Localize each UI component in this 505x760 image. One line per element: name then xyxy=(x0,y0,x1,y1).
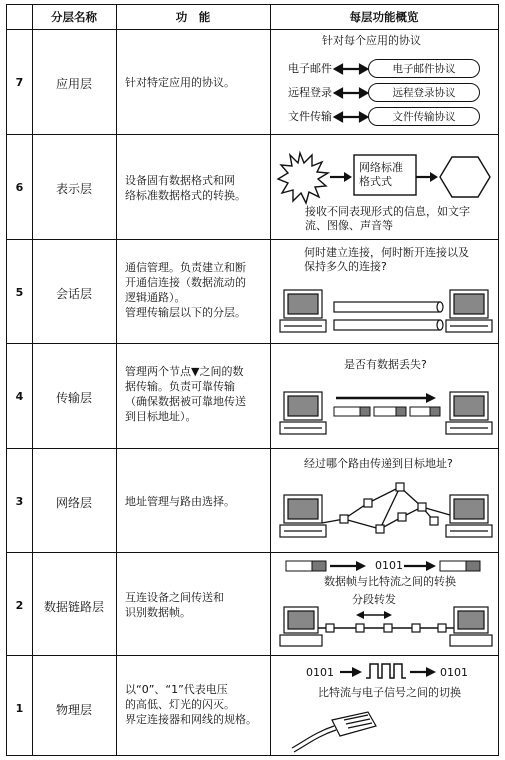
overview-session xyxy=(272,240,498,343)
app-label: 远程登录 xyxy=(288,86,332,99)
overview-title: 针对每个应用的协议 xyxy=(322,34,421,47)
overview-datalink xyxy=(272,553,498,655)
starburst-icon xyxy=(278,153,328,203)
overview-caption: 保持多久的连接? xyxy=(304,260,387,273)
connector-icon xyxy=(292,712,376,752)
header-layer-name: 分层名称 xyxy=(51,10,97,24)
layer-number: 3 xyxy=(15,495,24,508)
layer-name: 会话层 xyxy=(55,287,92,301)
overview-caption: 接收不同表现形式的信息，如文字 xyxy=(305,205,470,218)
protocol-pill: 电子邮件协议 xyxy=(368,59,480,78)
layer-number: 2 xyxy=(15,599,24,612)
double-arrows xyxy=(272,30,498,135)
table-row-application xyxy=(7,30,498,135)
layer-function: 地址管理与路由选择。 xyxy=(125,495,235,508)
overview-caption: 比特流与电子信号之间的切换 xyxy=(318,686,461,699)
computer-icon xyxy=(280,495,326,537)
table-row-physical xyxy=(7,656,498,755)
computer-icon xyxy=(446,392,492,434)
bit-stream-label: 0101 xyxy=(440,666,468,679)
osi-table xyxy=(6,4,499,756)
bit-stream-label: 0101 xyxy=(375,559,403,572)
table-header xyxy=(7,5,498,30)
computer-icon xyxy=(280,607,322,646)
table-row-datalink xyxy=(7,553,498,656)
table-row-network xyxy=(7,449,498,553)
overview-transport xyxy=(272,344,498,448)
layer-number: 7 xyxy=(15,76,24,89)
computer-icon xyxy=(446,495,492,537)
session-pipes-diagram xyxy=(272,240,498,344)
computer-icon xyxy=(280,392,326,434)
overview-caption: 是否有数据丢失? xyxy=(344,358,427,371)
layer-name: 表示层 xyxy=(55,182,92,196)
format-box-label: 格式式 xyxy=(359,175,392,188)
computer-icon xyxy=(450,607,492,646)
overview-caption: 何时建立连接，何时断开连接以及 xyxy=(304,246,469,259)
table-row-session xyxy=(7,240,498,344)
overview-presentation xyxy=(272,135,498,239)
segment-label: 分段转发 xyxy=(352,593,396,606)
transport-diagram xyxy=(272,344,498,449)
layer-function: 通信管理。负责建立和断 开通信连接（数据流动的 逻辑通路）。 管理传输层以下的分层。 xyxy=(125,261,246,319)
layer-name: 应用层 xyxy=(55,77,92,91)
layer-number: 6 xyxy=(15,181,24,194)
layer-name: 传输层 xyxy=(55,391,92,405)
router-node xyxy=(340,483,438,533)
overview-application xyxy=(272,30,498,134)
layer-number: 5 xyxy=(15,286,24,299)
data-packet xyxy=(334,407,440,416)
layer-number: 4 xyxy=(15,390,24,403)
hexagon-icon xyxy=(440,157,490,197)
datalink-diagram xyxy=(272,553,498,656)
computer-icon xyxy=(446,290,492,332)
format-box-label: 网络标准 xyxy=(359,161,403,174)
app-label: 文件传输 xyxy=(288,110,332,123)
header-overview: 每层功能概览 xyxy=(349,10,419,24)
layer-function: 互连设备之间传送和 识别数据帧。 xyxy=(125,591,224,619)
app-label: 电子邮件 xyxy=(288,62,332,75)
overview-caption: 数据帧与比特流之间的转换 xyxy=(324,575,456,588)
table-row-presentation xyxy=(7,135,498,240)
data-frame xyxy=(286,561,480,571)
square-wave xyxy=(366,664,406,678)
bit-stream-label: 0101 xyxy=(306,666,334,679)
overview-caption: 经过哪个路由传递到目标地址? xyxy=(304,457,453,470)
overview-caption: 流、图像、声音等 xyxy=(305,219,393,232)
layer-function: 以“0”、“1”代表电压 的高低、灯光的闪灭。 界定连接器和网线的规格。 xyxy=(125,683,257,726)
table-row-transport xyxy=(7,344,498,449)
computer-icon xyxy=(280,290,326,332)
routing-diagram xyxy=(272,449,498,553)
physical-diagram xyxy=(272,656,498,755)
layer-name: 网络层 xyxy=(55,496,92,510)
connection-pipe xyxy=(334,302,443,330)
layer-number: 1 xyxy=(15,702,24,715)
protocol-pill: 远程登录协议 xyxy=(368,83,480,102)
overview-network xyxy=(272,449,498,552)
layer-name: 物理层 xyxy=(55,703,92,717)
protocol-pill: 文件传输协议 xyxy=(368,107,480,126)
header-function: 功 能 xyxy=(175,10,211,24)
layer-function: 设备固有数据格式和网 络标准数据格式的转换。 xyxy=(125,174,246,202)
layer-function: 针对特定应用的协议。 xyxy=(125,76,235,89)
layer-function: 管理两个节点▼之间的数 据传输。负责可靠传输 （确保数据被可靠地传送 到目标地址）。 xyxy=(125,365,246,423)
overview-physical xyxy=(272,656,498,755)
layer-name: 数据链路层 xyxy=(43,600,104,614)
